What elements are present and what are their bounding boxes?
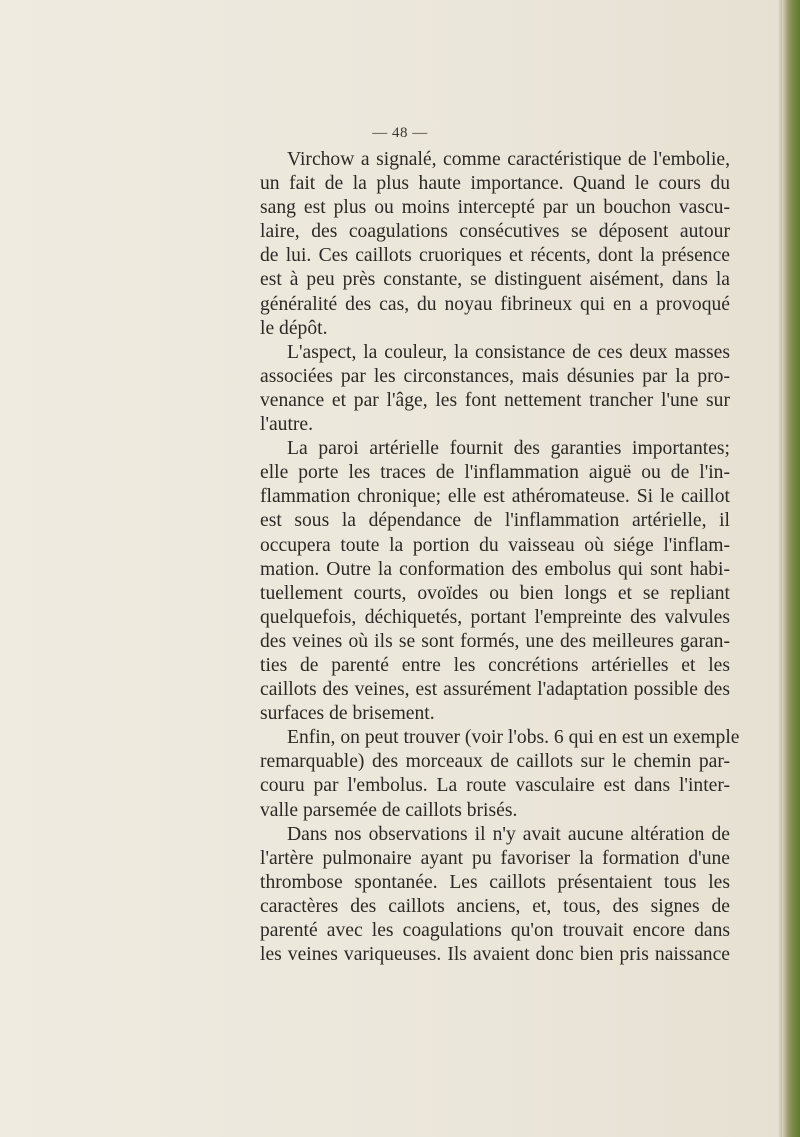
text-line: Dans nos observations il n'y avait aucune altération de <box>287 823 730 845</box>
text-line: de lui. Ces caillots cruoriques et récents, dont la présence <box>260 245 730 267</box>
page-number: — 48 — <box>372 125 428 141</box>
text-line: quelquefois, déchiquetés, portant l'empreinte des valvules <box>260 606 730 628</box>
text-line: couru par l'embolus. La route vasculaire est dans l'inter- <box>260 775 730 797</box>
text-line: est sous la dépendance de l'inflammation artérielle, il <box>260 510 730 532</box>
text-line: Enfin, on peut trouver (voir l'obs. 6 qui en est un exemple <box>287 727 740 749</box>
text-line: mation. Outre la conformation des embolus qui sont habi- <box>260 558 730 580</box>
paragraph <box>260 341 730 437</box>
text-line: l'autre. <box>260 414 314 436</box>
paragraph <box>260 823 730 968</box>
text-line: l'artère pulmonaire ayant pu favoriser la formation d'une <box>260 847 730 869</box>
text-line: ties de parenté entre les concrétions artérielles et les <box>260 654 730 676</box>
page-edge <box>782 0 800 1137</box>
text-line: La paroi artérielle fournit des garanties importantes; <box>287 438 730 460</box>
text-line: associées par les circonstances, mais désunies par la pro- <box>260 365 730 387</box>
text-line: sang est plus ou moins intercepté par un bouchon vascu- <box>260 197 730 219</box>
text-line: laire, des coagulations consécutives se déposent autour <box>260 221 730 243</box>
text-line: est à peu près constante, se distinguent aisément, dans la <box>260 269 730 291</box>
body-text <box>260 148 740 967</box>
text-line: caractères des caillots anciens, et, tous, des signes de <box>260 895 730 917</box>
text-line: caillots des veines, est assurément l'adaptation possible des <box>260 679 730 701</box>
text-line: thrombose spontanée. Les caillots présentaient tous les <box>260 871 730 893</box>
text-line: remarquable) des morceaux de caillots sur le chemin par- <box>260 751 730 773</box>
text-line: généralité des cas, du noyau fibrineux qui en a provoqué <box>260 293 730 315</box>
text-line: parenté avec les coagulations qu'on trouvait encore dans <box>260 920 730 941</box>
paragraph <box>260 726 740 822</box>
paragraph <box>260 437 730 726</box>
text-line: occupera toute la portion du vaisseau où siége l'inflam- <box>260 534 730 556</box>
text-line: des veines où ils se sont formés, une des meilleures garan- <box>260 630 730 652</box>
text-line: Virchow a signalé, comme caractéristique de l'embolie, <box>287 149 730 170</box>
text-line: surfaces de brisement. <box>260 703 435 725</box>
text-line: flammation chronique; elle est athéromateuse. Si le caillot <box>260 486 730 508</box>
text-line: valle parsemée de caillots brisés. <box>260 799 518 821</box>
text-line: tuellement courts, ovoïdes ou bien longs et se repliant <box>260 582 730 604</box>
paragraph <box>260 148 730 341</box>
text-line: les veines variqueuses. Ils avaient donc bien pris naissance <box>260 944 730 966</box>
text-line: le dépôt. <box>260 317 328 339</box>
text-line: elle porte les traces de l'inflammation aiguë ou de l'in- <box>260 462 730 484</box>
text-line: L'aspect, la couleur, la consistance de ces deux masses <box>287 341 730 363</box>
text-line: venance et par l'âge, les font nettement trancher l'une sur <box>260 389 730 411</box>
text-line: un fait de la plus haute importance. Quand le cours du <box>260 173 730 195</box>
